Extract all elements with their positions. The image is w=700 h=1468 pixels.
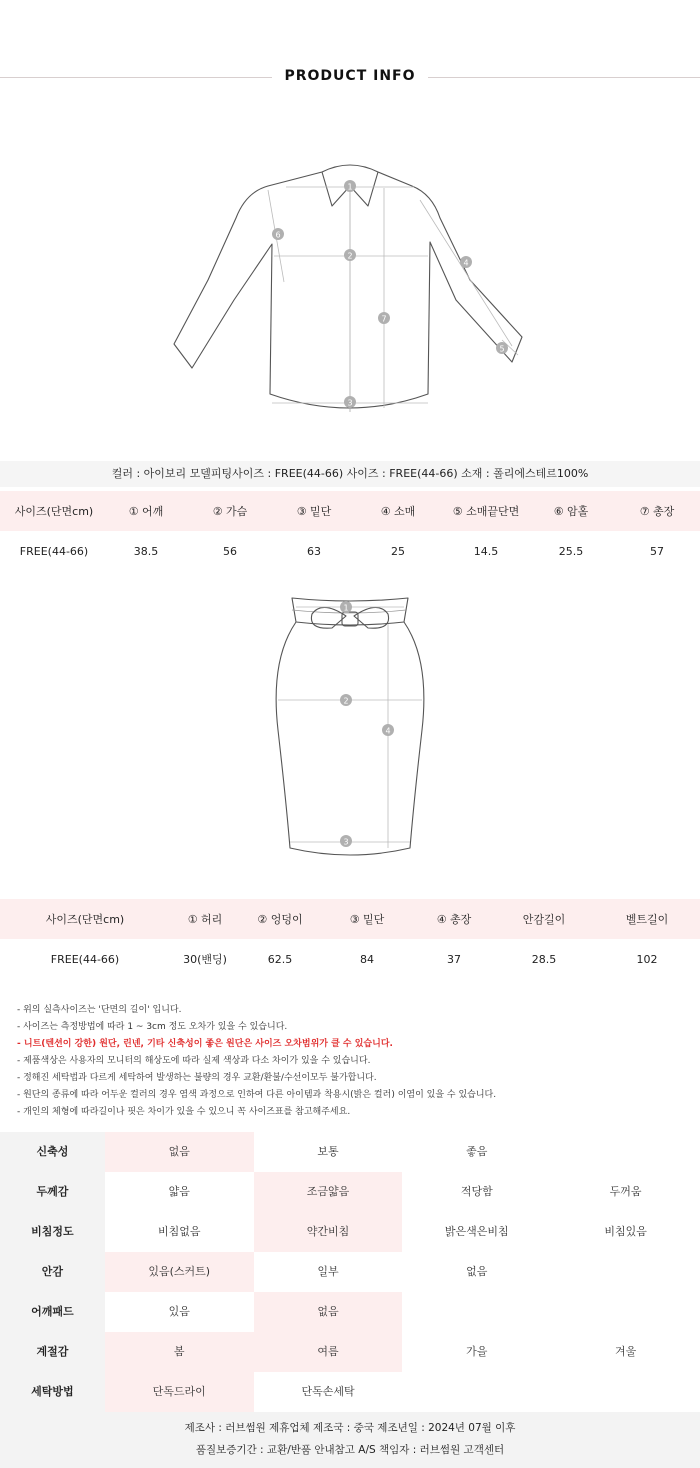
property-option: 좋음 xyxy=(402,1132,551,1172)
page-title: PRODUCT INFO xyxy=(284,68,416,84)
table-cell: 37 xyxy=(447,952,461,966)
property-option: 비침있음 xyxy=(551,1212,700,1252)
note-line: - 원단의 종류에 따라 어두운 컬러의 경우 염색 과정으로 인하여 다른 아이템과 착용시(밝은 컬러) 이염이 있을 수 있습니다. xyxy=(17,1090,497,1100)
header-divider-left xyxy=(0,77,272,78)
footer-line-warranty: 품질보증기간 : 교환/반품 안내참고 A/S 책임자 : 러브썸원 고객센터 xyxy=(195,1444,505,1456)
header-cell: ① 어깨 xyxy=(128,505,164,518)
svg-text:4: 4 xyxy=(463,258,469,268)
note-line: - 개인의 체형에 따라길이나 핏은 차이가 있을 수 있으니 꼭 사이즈표를 참고해주세요. xyxy=(17,1107,351,1117)
note-line: - 정해진 세탁법과 다르게 세탁하여 발생하는 불량의 경우 교환/환불/수선이모두 불가합니다. xyxy=(17,1073,377,1083)
property-option xyxy=(402,1292,551,1332)
table-row xyxy=(0,939,700,979)
property-option-selected: 약간비침 xyxy=(254,1212,403,1252)
header-cell: 사이즈(단면cm) xyxy=(45,913,125,926)
property-option-selected: 단독드라이 xyxy=(105,1372,254,1412)
svg-text:2: 2 xyxy=(347,251,353,261)
skirt-illustration xyxy=(0,590,700,860)
marker-3 xyxy=(344,396,356,408)
table-cell: 14.5 xyxy=(473,544,499,558)
skirt-measure-markers xyxy=(340,601,394,847)
property-row-shoulder-pad xyxy=(0,1292,700,1332)
property-option xyxy=(551,1132,700,1172)
table-cell: 57 xyxy=(650,544,664,558)
header-cell: ⑤ 소매끝단면 xyxy=(452,505,520,518)
table-cell: 56 xyxy=(223,544,237,558)
property-row-lining xyxy=(0,1252,700,1292)
marker-1 xyxy=(344,180,356,192)
property-option xyxy=(551,1372,700,1412)
property-option-selected: 조금얇음 xyxy=(254,1172,403,1212)
top-size-table xyxy=(0,491,700,571)
note-line: - 위의 실측사이즈는 '단면의 길이' 입니다. xyxy=(17,1005,182,1015)
svg-text:7: 7 xyxy=(381,314,387,324)
top-size-table-header xyxy=(0,491,700,531)
property-label: 어깨패드 xyxy=(0,1292,105,1332)
property-label: 비침정도 xyxy=(0,1212,105,1252)
svg-text:6: 6 xyxy=(275,230,281,240)
property-option: 적당함 xyxy=(402,1172,551,1212)
shirt-drawing xyxy=(0,150,700,425)
property-option-selected: 여름 xyxy=(254,1332,403,1372)
table-cell: FREE(44-66) xyxy=(19,544,89,558)
manufacturer-footer xyxy=(0,1412,700,1468)
property-label: 신축성 xyxy=(0,1132,105,1172)
table-cell: 38.5 xyxy=(133,544,159,558)
svg-text:1: 1 xyxy=(347,182,353,192)
table-cell: 28.5 xyxy=(531,952,557,966)
property-option: 보통 xyxy=(254,1132,403,1172)
marker-4 xyxy=(460,256,472,268)
property-option: 얇음 xyxy=(105,1172,254,1212)
property-label: 세탁방법 xyxy=(0,1372,105,1412)
property-row-sheerness xyxy=(0,1212,700,1252)
measure-markers xyxy=(272,180,508,408)
marker-2 xyxy=(344,249,356,261)
property-option: 일부 xyxy=(254,1252,403,1292)
header-cell: ② 가슴 xyxy=(212,505,248,518)
property-option-selected: 없음 xyxy=(105,1132,254,1172)
marker-5 xyxy=(496,342,508,354)
property-option: 밝은색은비침 xyxy=(402,1212,551,1252)
property-option: 단독손세탁 xyxy=(254,1372,403,1412)
skirt-size-table-header xyxy=(0,899,700,939)
marker-3 xyxy=(340,835,352,847)
top-garment-illustration xyxy=(0,150,700,425)
svg-text:4: 4 xyxy=(385,726,391,736)
property-row-thickness xyxy=(0,1172,700,1212)
property-option xyxy=(551,1252,700,1292)
header-cell: ⑥ 암홀 xyxy=(553,505,589,518)
header-cell: 사이즈(단면cm) xyxy=(14,505,94,518)
footer-line-manufacturer: 제조사 : 러브썸원 제휴업체 제조국 : 중국 제조년일 : 2024년 07월 이후 xyxy=(184,1422,516,1434)
header-cell: ② 엉덩이 xyxy=(257,913,303,926)
property-option: 없음 xyxy=(402,1252,551,1292)
header-cell: ④ 총장 xyxy=(436,913,472,926)
header-cell: 안감길이 xyxy=(522,913,566,926)
table-cell: 25.5 xyxy=(558,544,584,558)
skirt-drawing xyxy=(0,590,700,860)
table-cell: 62.5 xyxy=(267,952,293,966)
header-cell: ③ 밑단 xyxy=(349,913,385,926)
property-option: 겨울 xyxy=(551,1332,700,1372)
property-label: 계절감 xyxy=(0,1332,105,1372)
svg-text:1: 1 xyxy=(343,603,349,613)
header-cell: ④ 소매 xyxy=(380,505,416,518)
marker-7 xyxy=(378,312,390,324)
note-line: - 사이즈는 측정방법에 따라 1 ~ 3cm 정도 오차가 있을 수 있습니다. xyxy=(17,1022,288,1032)
table-cell: 25 xyxy=(391,544,405,558)
header-cell: 벨트길이 xyxy=(625,913,669,926)
property-option xyxy=(551,1292,700,1332)
table-cell: FREE(44-66) xyxy=(50,952,120,966)
table-row xyxy=(0,531,700,571)
header-cell: ③ 밑단 xyxy=(296,505,332,518)
property-row-season xyxy=(0,1332,700,1372)
header-cell: ① 허리 xyxy=(187,913,223,926)
property-option: 있음 xyxy=(105,1292,254,1332)
table-cell: 102 xyxy=(636,952,658,966)
property-label: 안감 xyxy=(0,1252,105,1292)
table-cell: 84 xyxy=(360,952,374,966)
property-row-stretch xyxy=(0,1132,700,1172)
property-option: 두꺼움 xyxy=(551,1172,700,1212)
svg-text:3: 3 xyxy=(347,398,353,408)
marker-6 xyxy=(272,228,284,240)
property-label: 두께감 xyxy=(0,1172,105,1212)
property-option-selected: 봄 xyxy=(105,1332,254,1372)
property-option xyxy=(402,1372,551,1412)
svg-text:2: 2 xyxy=(343,696,349,706)
marker-2 xyxy=(340,694,352,706)
fabric-properties-table xyxy=(0,1132,700,1412)
property-option-selected: 있음(스커트) xyxy=(105,1252,254,1292)
marker-1 xyxy=(340,601,352,613)
svg-text:3: 3 xyxy=(343,837,349,847)
property-option: 비침없음 xyxy=(105,1212,254,1252)
header-divider-right xyxy=(428,77,700,78)
skirt-size-table xyxy=(0,899,700,979)
note-line: - 제품색상은 사용자의 모니터의 해상도에 따라 실제 색상과 다소 차이가 있을 수 있습니다. xyxy=(17,1056,371,1066)
marker-4 xyxy=(382,724,394,736)
note-line-warning: - 니트(텐션이 강한) 원단, 린넨, 기타 신축성이 좋은 원단은 사이즈 오차범위가 클 수 있습니다. xyxy=(17,1039,393,1049)
size-notes xyxy=(17,1002,687,1121)
header-cell: ⑦ 총장 xyxy=(639,505,675,518)
svg-text:5: 5 xyxy=(499,344,505,354)
product-info-header xyxy=(0,62,700,92)
table-cell: 63 xyxy=(307,544,321,558)
table-cell: 30(밴딩) xyxy=(183,953,227,966)
property-option-selected: 없음 xyxy=(254,1292,403,1332)
product-info-line: 컬러 : 아이보리 모델피팅사이즈 : FREE(44-66) 사이즈 : FREE(44-66) 소재 : 폴리에스테르100% xyxy=(0,461,700,487)
property-row-washing xyxy=(0,1372,700,1412)
property-option: 가을 xyxy=(402,1332,551,1372)
